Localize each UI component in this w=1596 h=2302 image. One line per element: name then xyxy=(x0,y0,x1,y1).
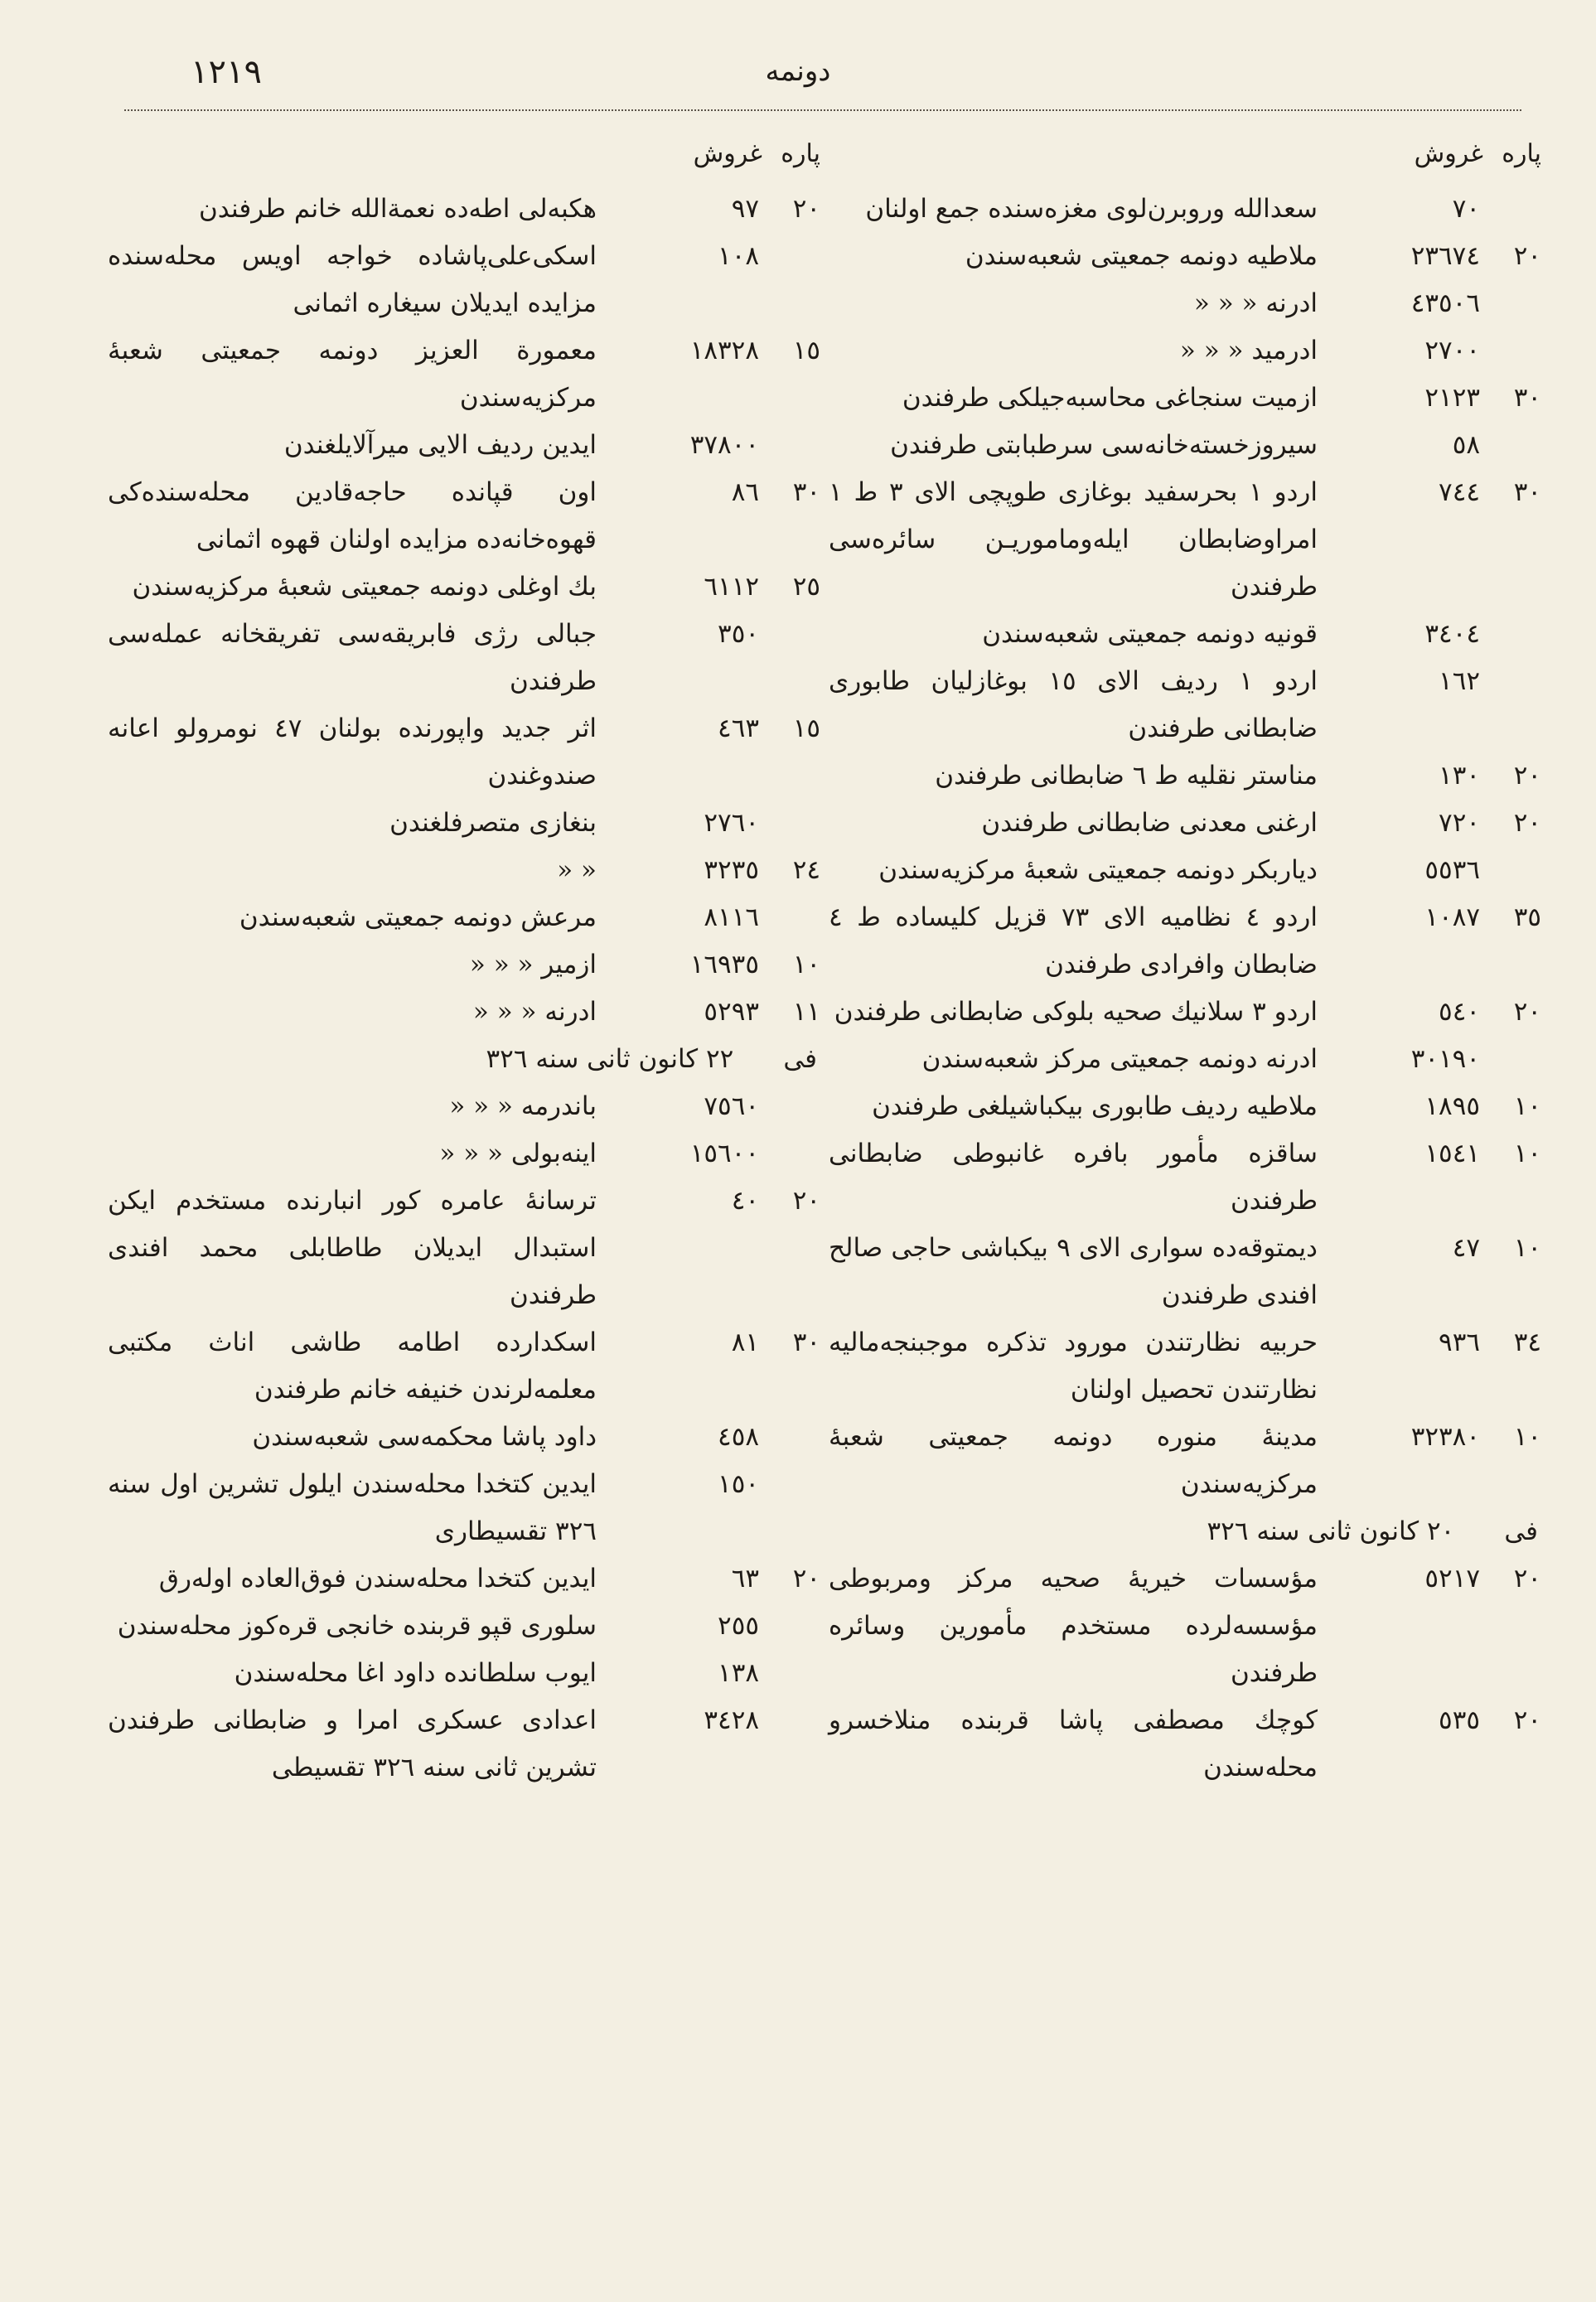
kurus-amount: ١٣٠ xyxy=(1439,761,1480,791)
entry-description: حربیه نظارتندن مورود تذکره موجبنجه‌مالیه نظارتندن تحصیل اولنان xyxy=(829,1328,1318,1405)
ledger-entry xyxy=(108,327,820,422)
entry-description: کوچك مصطفی پاشا قربنده منلاخسرو محله‌سندن xyxy=(829,1705,1318,1782)
kurus-amount: ١٨٩٥ xyxy=(1424,1091,1480,1121)
entry-description: اردو ١ بحرسفید بوغازی طوپچی الای ٣ ط ١ امراوضابطان ایله‌وماموریـن سائره‌سی طرفندن xyxy=(829,477,1318,602)
ledger-entry xyxy=(108,1130,820,1178)
entry-description: سیروزخسته‌خانه‌سی سرطبابتی طرفندن xyxy=(890,430,1318,460)
kurus-column-label: غروش xyxy=(1414,139,1483,168)
entry-description: اون قپانده حاجه‌قادین محله‌سنده‌کی قهوه‌خانه‌ده مزایده اولنان قهوه اثمانی xyxy=(108,477,597,554)
kurus-amount: ١٠٨٧ xyxy=(1424,902,1480,932)
entry-description: اثر جدید واپورنده بولنان ٤٧ نومرولو اعانه صندوغندن xyxy=(108,713,597,791)
entry-description: ادرنه دونمه جمعیتی مرکز شعبه‌سندن xyxy=(921,1044,1318,1074)
kurus-amount: ٣٤٢٨ xyxy=(704,1705,759,1735)
kurus-amount: ٩٧ xyxy=(731,194,759,224)
kurus-amount: ١٦٢ xyxy=(1439,666,1480,696)
ledger-entry xyxy=(829,1555,1541,1697)
entry-description: قونیه دونمه جمعیتی شعبه‌سندن xyxy=(982,619,1318,649)
entry-description: ازمیر « « « xyxy=(469,950,597,979)
entry-description: مناستر نقلیه ط ٦ ضابطانی طرفندن xyxy=(935,761,1318,791)
para-amount: ١٠ xyxy=(792,950,820,979)
para-amount: ٣٠ xyxy=(792,477,820,507)
left-column-header xyxy=(108,139,820,186)
kurus-amount: ٨١١٦ xyxy=(704,902,759,932)
ledger-entry xyxy=(829,894,1541,989)
entry-description: ایوب سلطانده داود اغا محله‌سندن xyxy=(234,1658,597,1688)
kurus-amount: ٧٠ xyxy=(1452,194,1480,224)
kurus-amount: ٨٦ xyxy=(731,477,759,507)
date-text xyxy=(829,1508,1541,1555)
kurus-amount: ١٨٣٢٨ xyxy=(689,336,759,365)
kurus-amount: ٢١٢٣ xyxy=(1424,383,1480,413)
date-value: ٢٢ کانون ثانی سنه ٣٢٦ xyxy=(486,1044,734,1074)
ledger-entry xyxy=(108,800,820,847)
entry-description: اردو ٤ نظامیه الای ٧٣ قزیل کلیساده ط ٤ ضابطان وافرادی طرفندن xyxy=(829,902,1318,979)
kurus-amount: ٣٧٨٠٠ xyxy=(689,430,759,460)
kurus-amount: ٤٠ xyxy=(731,1186,759,1216)
kurus-amount: ٢٥٥ xyxy=(718,1611,759,1641)
kurus-amount: ٩٣٦ xyxy=(1439,1328,1480,1357)
kurus-amount: ١٠٨ xyxy=(718,241,759,271)
ledger-entry xyxy=(829,186,1541,233)
kurus-amount: ٥٤٠ xyxy=(1439,997,1480,1027)
kurus-amount: ٣٤٠٤ xyxy=(1424,619,1480,649)
kurus-amount: ٧٢٠ xyxy=(1439,808,1480,838)
kurus-amount: ٤٧ xyxy=(1452,1233,1480,1263)
entry-description: بنغازی متصرفلغندن xyxy=(389,808,597,838)
ledger-entry xyxy=(829,375,1541,422)
ledger-entry xyxy=(108,847,820,894)
ledger-entry xyxy=(108,1603,820,1650)
ledger-entry xyxy=(829,469,1541,611)
entry-description: اعدادی عسکری امرا و ضابطانی طرفندن تشرین ثانی سنه ٣٢٦ تقسیطی xyxy=(108,1705,597,1782)
para-amount: ٢٠ xyxy=(1513,241,1541,271)
kurus-amount: ٥٣٥ xyxy=(1439,1705,1480,1735)
para-amount: ١٠ xyxy=(1513,1091,1541,1121)
ledger-entry xyxy=(108,186,820,233)
ledger-entry xyxy=(829,847,1541,894)
ledger-entry xyxy=(108,1083,820,1130)
para-amount: ٣٥ xyxy=(1513,902,1541,932)
entry-description: سلوری قپو قربنده خانجی قره‌کوز محله‌سندن xyxy=(117,1611,597,1641)
ledger-entry xyxy=(108,894,820,941)
para-amount: ٣٠ xyxy=(1513,383,1541,413)
entry-description: جبالی رژی فابریقه‌سی تفریقخانه عمله‌سی طرفندن xyxy=(108,619,597,696)
entry-description: ادرنه « « « xyxy=(1193,288,1318,318)
para-amount: ٢٠ xyxy=(1513,997,1541,1027)
entry-description: معمورة العزیز دونمه جمعیتی شعبهٔ مرکزیه‌سندن xyxy=(108,336,597,413)
right-entry-list xyxy=(829,186,1541,1792)
ledger-entry xyxy=(108,611,820,705)
running-title: دونمه xyxy=(765,55,831,88)
kurus-amount: ١٥٤١ xyxy=(1424,1139,1480,1168)
ledger-entry xyxy=(829,1130,1541,1225)
kurus-amount: ٣٥٠ xyxy=(718,619,759,649)
ledger-entry xyxy=(829,1083,1541,1130)
para-amount: ٢٠ xyxy=(792,194,820,224)
para-amount: ٢٠ xyxy=(1513,1564,1541,1594)
left-column xyxy=(108,139,820,1792)
right-column-header xyxy=(829,139,1541,186)
ledger-entry xyxy=(108,1650,820,1697)
page-number: ١٢١٩ xyxy=(191,53,262,91)
kurus-amount: ٨١ xyxy=(731,1328,759,1357)
date-prefix: فی xyxy=(783,1044,817,1074)
right-column xyxy=(829,139,1541,1792)
para-amount: ٢٠ xyxy=(792,1186,820,1216)
ledger-entry xyxy=(829,1036,1541,1083)
ledger-entry xyxy=(829,1414,1541,1508)
entry-description: بك اوغلی دونمه جمعیتی شعبهٔ مرکزیه‌سندن xyxy=(132,572,597,602)
date-heading xyxy=(829,1508,1541,1555)
entry-description: ایدین ردیف الایی میرآلایلغندن xyxy=(283,430,597,460)
kurus-amount: ٣٢٣٥ xyxy=(704,855,759,885)
para-amount: ١٠ xyxy=(1513,1139,1541,1168)
entry-description: ایدین کتخدا محله‌سندن فوق‌العاده اوله‌رق xyxy=(158,1564,597,1594)
entry-description: اسکی‌علی‌پاشاده خواجه اویس محله‌سنده مزایده ایدیلان سیغاره اثمانی xyxy=(108,241,597,318)
kurus-column-label: غروش xyxy=(693,139,762,168)
para-amount: ٣٠ xyxy=(1513,477,1541,507)
ledger-entry xyxy=(108,1555,820,1603)
page-header xyxy=(124,48,1472,98)
entry-description: مؤسسات خیریهٔ صحیه مرکز ومربوطی مؤسسه‌لرده مستخدم مأمورین وسائره طرفندن xyxy=(829,1564,1318,1688)
dotted-divider xyxy=(124,109,1521,111)
para-amount: ٢٠ xyxy=(1513,808,1541,838)
ledger-entry xyxy=(108,1319,820,1414)
kurus-amount: ٢٧٦٠ xyxy=(704,808,759,838)
kurus-amount: ٥٢٩٣ xyxy=(704,997,759,1027)
entry-description: اردو ١ ردیف الای ١٥ بوغازلیان طابوری ضابطانی طرفندن xyxy=(829,666,1318,743)
entry-description: ترسانهٔ عامره کور انبارنده مستخدم ایکن استبدال ایدیلان طاطابلی محمد افندی طرفندن xyxy=(108,1186,597,1310)
kurus-amount: ١٣٨ xyxy=(718,1658,759,1688)
ledger-entry xyxy=(108,1178,820,1319)
ledger-entry xyxy=(829,800,1541,847)
ledger-entry xyxy=(108,941,820,989)
kurus-amount: ٦١١٢ xyxy=(704,572,759,602)
entry-description: دیاربکر دونمه جمعیتی شعبهٔ مرکزیه‌سندن xyxy=(878,855,1318,885)
date-text xyxy=(108,1036,820,1083)
ledger-entry xyxy=(108,989,820,1036)
para-amount: ١١ xyxy=(792,997,820,1027)
entry-description: ادرنه « « « xyxy=(472,997,597,1027)
entry-description: ملاطیه ردیف طابوری بیکباشیلغی طرفندن xyxy=(872,1091,1318,1121)
para-amount: ١٥ xyxy=(792,713,820,743)
ledger-entry xyxy=(829,422,1541,469)
entry-description: هکبه‌لی اطه‌ده نعمة‌الله خانم طرفندن xyxy=(198,194,597,224)
entry-description: دیمتوقه‌ده سواری الای ٩ بیکباشی حاجی صالح افندی طرفندن xyxy=(829,1233,1318,1310)
kurus-amount: ٧٥٦٠ xyxy=(704,1091,759,1121)
para-amount: ١٠ xyxy=(1513,1233,1541,1263)
ledger-entry xyxy=(108,563,820,611)
entry-description: اردو ٣ سلانیك صحیه بلوکی ضابطانی طرفندن xyxy=(834,997,1318,1027)
ledger-entry xyxy=(829,989,1541,1036)
para-column-label: پاره xyxy=(1502,139,1541,168)
para-amount: ٢٠ xyxy=(792,1564,820,1594)
kurus-amount: ٥٥٣٦ xyxy=(1424,855,1480,885)
kurus-amount: ٦٣ xyxy=(731,1564,759,1594)
para-amount: ٣٠ xyxy=(792,1328,820,1357)
para-amount: ٢٤ xyxy=(792,855,820,885)
para-amount: ٢٠ xyxy=(1513,1705,1541,1735)
entry-description: سعدالله وروبرن‌لوی مغزه‌سنده جمع اولنان xyxy=(865,194,1318,224)
ledger-entry xyxy=(108,469,820,563)
entry-description: مدینهٔ منوره دونمه جمعیتی شعبهٔ مرکزیه‌سندن xyxy=(829,1422,1318,1499)
entry-description: ازمیت سنجاغی محاسبه‌جیلکی طرفندن xyxy=(902,383,1318,413)
kurus-amount: ٢٣٦٧٤ xyxy=(1410,241,1480,271)
kurus-amount: ٢٧٠٠ xyxy=(1424,336,1480,365)
kurus-amount: ٣٠١٩٠ xyxy=(1410,1044,1480,1074)
entry-description: مرعش دونمه جمعیتی شعبه‌سندن xyxy=(239,902,597,932)
para-amount: ٣٤ xyxy=(1513,1328,1541,1357)
date-value: ٢٠ کانون ثانی سنه ٣٢٦ xyxy=(1207,1516,1455,1546)
date-heading xyxy=(108,1036,820,1083)
ledger-entry xyxy=(108,422,820,469)
entry-description: ارغنی معدنی ضابطانی طرفندن xyxy=(981,808,1318,838)
entry-description: ایدین کتخدا محله‌سندن ایلول تشرین اول سنه ٣٢٦ تقسیطاری xyxy=(108,1469,597,1546)
entry-description: ساقزه مأمور بافره غانبوطی ضابطانی طرفندن xyxy=(829,1139,1318,1216)
entry-description: باندرمه « « « xyxy=(449,1091,597,1121)
ledger-entry xyxy=(829,280,1541,327)
ledger-entry xyxy=(829,752,1541,800)
kurus-amount: ١٦٩٣٥ xyxy=(689,950,759,979)
ledger-entry xyxy=(829,611,1541,658)
para-column-label: پاره xyxy=(781,139,820,168)
ledger-entry xyxy=(829,233,1541,280)
entry-description: اینه‌بولی « « « xyxy=(439,1139,597,1168)
kurus-amount: ٤٦٣ xyxy=(718,713,759,743)
kurus-amount: ٣٢٣٨٠ xyxy=(1410,1422,1480,1452)
ledger-entry xyxy=(829,1697,1541,1792)
para-amount: ٢٥ xyxy=(792,572,820,602)
entry-description: « « xyxy=(557,855,597,885)
kurus-amount: ٧٤٤ xyxy=(1439,477,1480,507)
ledger-entry xyxy=(108,1414,820,1461)
ledger-entry xyxy=(829,327,1541,375)
kurus-amount: ٤٣٥٠٦ xyxy=(1410,288,1480,318)
ledger-entry xyxy=(829,1319,1541,1414)
date-prefix: فی xyxy=(1504,1516,1538,1546)
ledger-entry xyxy=(829,658,1541,752)
ledger-entry xyxy=(108,1461,820,1555)
para-amount: ٢٠ xyxy=(1513,761,1541,791)
ledger-entry xyxy=(829,1225,1541,1319)
kurus-amount: ٤٥٨ xyxy=(718,1422,759,1452)
entry-description: داود پاشا محکمه‌سی شعبه‌سندن xyxy=(252,1422,597,1452)
para-amount: ١٥ xyxy=(792,336,820,365)
entry-description: ادرمید « « « xyxy=(1179,336,1318,365)
entry-description: ملاطیه دونمه جمعیتی شعبه‌سندن xyxy=(965,241,1318,271)
ledger-entry xyxy=(108,233,820,327)
left-entry-list xyxy=(108,186,820,1792)
ledger-entry xyxy=(108,705,820,800)
kurus-amount: ١٥٦٠٠ xyxy=(689,1139,759,1168)
kurus-amount: ٥٨ xyxy=(1452,430,1480,460)
para-amount: ١٠ xyxy=(1513,1422,1541,1452)
entry-description: اسکدارده اطامه طاشی اناث مکتبی معلمه‌لرندن خنیفه خانم طرفندن xyxy=(108,1328,597,1405)
kurus-amount: ٥٢١٧ xyxy=(1424,1564,1480,1594)
ledger-entry xyxy=(108,1697,820,1792)
kurus-amount: ١٥٠ xyxy=(718,1469,759,1499)
